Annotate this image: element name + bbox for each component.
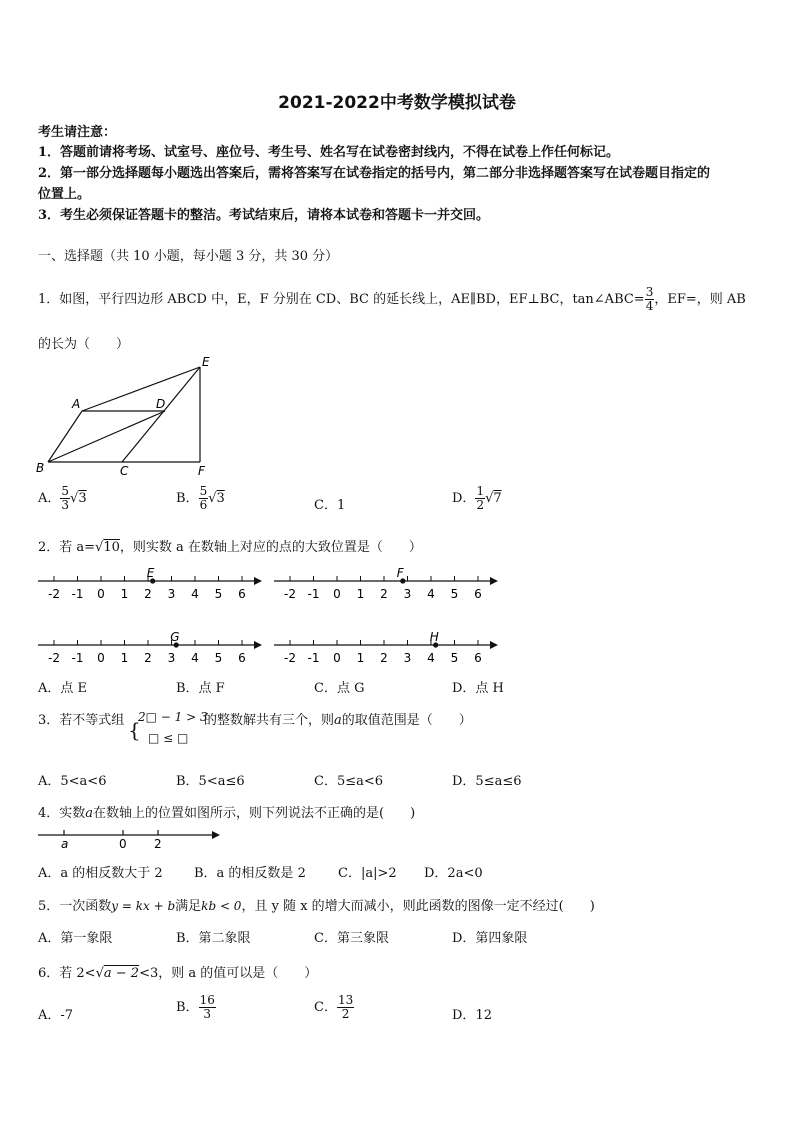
tick-label: 0	[333, 587, 341, 601]
tick-label: 2	[144, 587, 152, 601]
tick-label: 3	[403, 587, 412, 601]
tick-label: 6	[474, 651, 482, 665]
notice-item: 1．答题前请将考场、试室号、座位号、考生号、姓名写在试卷密封线内，不得在试卷上作任何标记。	[38, 145, 620, 160]
axis-arrow	[254, 577, 262, 585]
tick-label: 4	[427, 651, 435, 665]
tick-label: 2	[380, 587, 388, 601]
tick-label: 1	[356, 587, 365, 601]
q3-option-c[interactable]: C．5≤a<6	[314, 774, 384, 789]
label-A: A	[72, 397, 81, 411]
tick-label: 1	[356, 651, 365, 665]
tick-label: 4	[191, 651, 199, 665]
system-line-2: □ ≤ □	[148, 731, 189, 745]
notice-heading: 考生请注意：	[38, 125, 117, 140]
axis-arrow	[490, 641, 498, 649]
tick-label: 6	[474, 587, 482, 601]
tick-label: 3	[167, 587, 176, 601]
number-line-h	[272, 630, 504, 668]
q1-option-a[interactable]: A． $\frac{5}{3}$ √3	[38, 484, 87, 512]
axis-arrow	[490, 577, 498, 585]
number-line-g	[36, 630, 268, 668]
q5-option-d[interactable]: D．第四象限	[452, 931, 528, 946]
question-1-stem: 1．如图，平行四边形 ABCD 中，E，F 分别在 CD、BC 的延长线上，AE∥BD，EF⊥BC，tan∠ABC= $\frac{3}{4}$ ，EF=，则 AB	[38, 285, 746, 313]
q1-option-b[interactable]: B． $\frac{5}{6}$ √3	[176, 484, 225, 512]
axis-arrow	[254, 641, 262, 649]
section-heading: 一、选择题（共 10 小题，每小题 3 分，共 30 分）	[38, 249, 339, 264]
tick-label: -1	[71, 651, 84, 665]
label-F: F	[198, 464, 205, 478]
tick-label: 5	[214, 587, 223, 601]
tick-label: 3	[167, 651, 176, 665]
tick-label: -2	[284, 651, 296, 665]
tick-label: 1	[120, 587, 129, 601]
tick-label: 1	[120, 651, 129, 665]
notice-item: 位置上。	[38, 187, 91, 202]
q6-option-c[interactable]: C． $\frac{13}{2}$	[314, 993, 354, 1021]
point-label: H	[429, 630, 439, 644]
point-label: G	[170, 630, 180, 644]
q5-option-a[interactable]: A．第一象限	[38, 931, 113, 946]
tick-label: 5	[450, 587, 459, 601]
q6-option-b[interactable]: B． $\frac{16}{3}$	[176, 993, 215, 1021]
tick-label: 3	[403, 651, 412, 665]
tick-label: -2	[284, 587, 296, 601]
tick-label: 5	[214, 651, 223, 665]
q4-number-line	[36, 826, 226, 854]
tick-label: -1	[307, 587, 320, 601]
q1-option-d[interactable]: D． $\frac{1}{2}$ √7	[452, 484, 502, 512]
q6-option-a[interactable]: A．-7	[38, 1008, 74, 1023]
label-B: B	[36, 461, 45, 475]
question-1-stem-cont: 的长为（ ）	[38, 337, 130, 352]
q4-option-a[interactable]: A．a 的相反数大于 2	[38, 866, 163, 881]
point-label: F	[396, 566, 404, 580]
q3-option-b[interactable]: B．5<a≤6	[176, 774, 245, 789]
axis-label-0: 0	[119, 837, 127, 851]
question-5-stem: 5．一次函数y = kx + b满足kb < 0，且 y 随 x 的增大而减小，则此函数的图像一定不经过( )	[38, 899, 595, 914]
tick-label: 2	[144, 651, 152, 665]
q2-option-b[interactable]: B．点 F	[176, 681, 225, 696]
system-line-1: 2□ − 1 > 3	[138, 710, 208, 724]
q3-option-d[interactable]: D．5≤a≤6	[452, 774, 522, 789]
q1-figure	[30, 352, 230, 482]
tick-label: 0	[97, 587, 105, 601]
tick-label: -1	[71, 587, 84, 601]
tick-label: 4	[191, 587, 199, 601]
q4-option-d[interactable]: D．2a<0	[424, 866, 483, 881]
tick-label: -1	[307, 651, 320, 665]
question-4-stem: 4．实数a在数轴上的位置如图所示，则下列说法不正确的是( )	[38, 806, 416, 821]
q3-option-a[interactable]: A．5<a<6	[38, 774, 107, 789]
q6-option-d[interactable]: D．12	[452, 1008, 492, 1023]
number-line-f	[272, 566, 504, 604]
tick-label: -2	[48, 651, 60, 665]
tick-label: 0	[333, 651, 341, 665]
axis-label-2: 2	[154, 837, 162, 851]
tick-label: 0	[97, 651, 105, 665]
tick-label: 4	[427, 587, 435, 601]
q5-option-b[interactable]: B．第二象限	[176, 931, 251, 946]
system-brace: {	[128, 718, 141, 742]
point-label: E	[146, 566, 155, 580]
tick-label: 6	[238, 651, 246, 665]
label-C: C	[120, 464, 129, 478]
q4-option-b[interactable]: B．a 的相反数是 2	[194, 866, 306, 881]
q4-option-c[interactable]: C．|a|>2	[338, 866, 397, 881]
tick-label: 2	[380, 651, 388, 665]
axis-label-a: a	[61, 837, 69, 851]
q1-option-c[interactable]: C．1	[314, 498, 346, 513]
label-E: E	[202, 355, 210, 369]
notice-item: 2．第一部分选择题每小题选出答案后，需将答案写在试卷指定的括号内，第二部分非选择题答案写在试卷题目指定的	[38, 166, 711, 181]
page-title: 2021-2022中考数学模拟试卷	[278, 93, 516, 113]
q2-option-c[interactable]: C．点 G	[314, 681, 365, 696]
tick-label: -2	[48, 587, 60, 601]
question-6-stem: 6．若 2<√a − 2<3，则 a 的值可以是（ ）	[38, 966, 318, 981]
fraction: $\frac{3}{4}$	[645, 285, 654, 313]
q2-option-d[interactable]: D．点 H	[452, 681, 504, 696]
question-3-stem: 3．若不等式组	[38, 713, 125, 728]
question-2-stem: 2．若 a=√10，则实数 a 在数轴上对应的点的大致位置是（ ）	[38, 540, 422, 555]
tick-label: 6	[238, 587, 246, 601]
question-3-stem-cont: 的整数解共有三个，则a的取值范围是（ ）	[204, 713, 472, 728]
label-D: D	[156, 397, 166, 411]
tick-label: 5	[450, 651, 459, 665]
number-line-e	[36, 566, 268, 604]
q2-option-a[interactable]: A．点 E	[38, 681, 88, 696]
q5-option-c[interactable]: C．第三象限	[314, 931, 389, 946]
notice-item: 3．考生必须保证答题卡的整洁。考试结束后，请将本试卷和答题卡一并交回。	[38, 208, 490, 223]
